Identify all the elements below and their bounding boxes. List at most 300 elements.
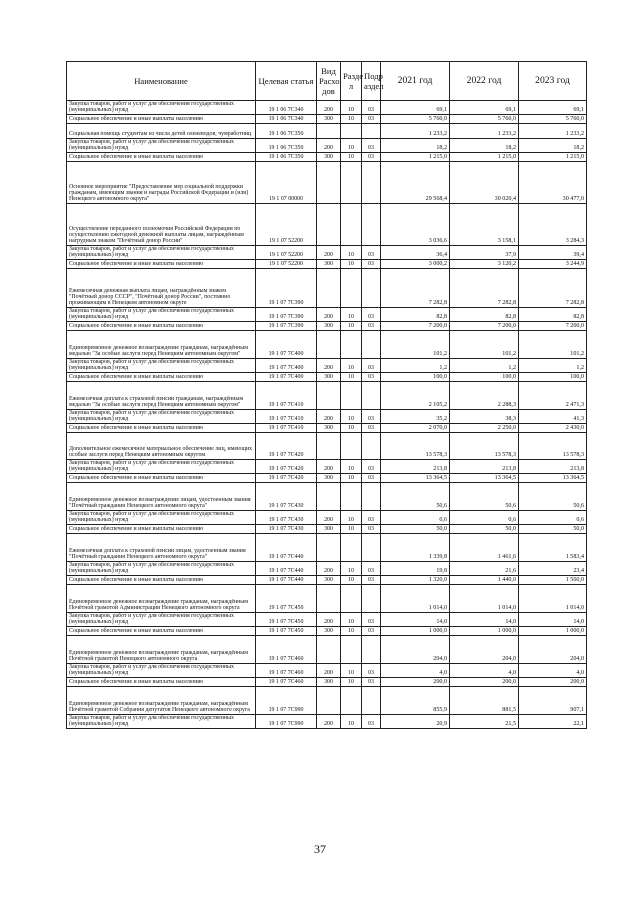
cell-expense-type [317, 268, 341, 307]
cell-name: Социальное обеспечение и иные выплаты населению [67, 114, 256, 123]
cell-2022: 2 250,0 [450, 423, 519, 432]
cell-subsection: 03 [362, 524, 381, 533]
cell-name: Закупка товаров, работ и услуг для обеспечения государственных (муниципальных) нужд [67, 307, 256, 321]
cell-2021: 1 320,0 [381, 575, 450, 584]
cell-subsection [362, 584, 381, 612]
table-row [67, 561, 587, 575]
table-row [67, 635, 587, 663]
header-name: Наименование [67, 62, 256, 101]
cell-name: Закупка товаров, работ и услуг для обеспечения государственных (муниципальных) нужд [67, 663, 256, 677]
cell-section [341, 432, 362, 459]
cell-name: Закупка товаров, работ и услуг для обеспечения государственных (муниципальных) нужд [67, 245, 256, 259]
cell-section: 10 [341, 101, 362, 115]
cell-target-article: 19 1 07 7С460 [256, 635, 317, 663]
table-row [67, 203, 587, 245]
cell-section: 10 [341, 524, 362, 533]
cell-2022: 18,2 [450, 138, 519, 152]
cell-2023: 13 364,5 [519, 473, 587, 482]
cell-name: Закупка товаров, работ и услуг для обеспечения государственных (муниципальных) нужд [67, 714, 256, 728]
cell-subsection [362, 330, 381, 358]
cell-subsection: 03 [362, 372, 381, 381]
cell-2022: 881,5 [450, 686, 519, 714]
cell-2022: 13 364,5 [450, 473, 519, 482]
cell-2021: 18,2 [381, 138, 450, 152]
cell-2022: 100,0 [450, 372, 519, 381]
cell-name: Закупка товаров, работ и услуг для обеспечения государственных (муниципальных) нужд [67, 358, 256, 372]
cell-subsection: 03 [362, 626, 381, 635]
cell-target-article: 19 1 07 7С440 [256, 561, 317, 575]
cell-section [341, 533, 362, 561]
cell-name: Единовременное денежное вознаграждение гражданам, награждённым медалью "За особые заслуги перед Ненецким автономным округом" [67, 330, 256, 358]
cell-target-article: 19 1 07 7С410 [256, 381, 317, 409]
cell-section [341, 330, 362, 358]
cell-2021: 13 364,5 [381, 473, 450, 482]
cell-2023: 1,2 [519, 358, 587, 372]
table-row [67, 372, 587, 381]
cell-section [341, 123, 362, 138]
table-row [67, 409, 587, 423]
cell-name: Дополнительное ежемесячное материальное обеспечение лиц, имеющих особые заслуги перед Ненецким автономным округом [67, 432, 256, 459]
cell-2022: 213,8 [450, 459, 519, 473]
cell-2023: 23,4 [519, 561, 587, 575]
cell-2023: 50,0 [519, 524, 587, 533]
table-row [67, 161, 587, 203]
cell-target-article: 19 1 06 7С340 [256, 114, 317, 123]
cell-2023: 1 014,0 [519, 584, 587, 612]
cell-section: 10 [341, 459, 362, 473]
cell-target-article: 19 1 06 7С350 [256, 138, 317, 152]
cell-name: Закупка товаров, работ и услуг для обеспечения государственных (муниципальных) нужд [67, 101, 256, 115]
table-row [67, 138, 587, 152]
cell-2022: 4,0 [450, 663, 519, 677]
table-row [67, 358, 587, 372]
header-section: Разде л [341, 62, 362, 101]
cell-2023: 3 244,9 [519, 259, 587, 268]
table-row [67, 612, 587, 626]
cell-name: Закупка товаров, работ и услуг для обеспечения государственных (муниципальных) нужд [67, 612, 256, 626]
table-header-row [67, 62, 587, 101]
cell-section: 10 [341, 152, 362, 161]
cell-2021: 3 036,6 [381, 203, 450, 245]
cell-section: 10 [341, 473, 362, 482]
cell-subsection [362, 203, 381, 245]
cell-2022: 1 000,0 [450, 626, 519, 635]
cell-2023: 2 430,0 [519, 423, 587, 432]
cell-subsection: 03 [362, 510, 381, 524]
cell-2023: 101,2 [519, 330, 587, 358]
cell-expense-type: 200 [317, 358, 341, 372]
cell-subsection [362, 686, 381, 714]
table-row [67, 575, 587, 584]
cell-2021: 1,2 [381, 358, 450, 372]
cell-section: 10 [341, 409, 362, 423]
cell-2021: 213,8 [381, 459, 450, 473]
cell-section: 10 [341, 307, 362, 321]
cell-2022: 37,9 [450, 245, 519, 259]
cell-subsection: 03 [362, 114, 381, 123]
cell-2022: 21,6 [450, 561, 519, 575]
cell-2021: 69,1 [381, 101, 450, 115]
header-year-2021: 2021 год [381, 62, 450, 101]
cell-expense-type: 200 [317, 612, 341, 626]
cell-2023: 14,0 [519, 612, 587, 626]
table-row [67, 524, 587, 533]
cell-2023: 3 284,3 [519, 203, 587, 245]
cell-name: Единовременное денежное вознаграждение гражданам, награждённым Почётной грамотой Собрания депутатов Ненецкого автономного округа [67, 686, 256, 714]
cell-name: Социальное обеспечение и иные выплаты населению [67, 372, 256, 381]
table-row [67, 533, 587, 561]
cell-2023: 204,0 [519, 635, 587, 663]
cell-2021: 0,6 [381, 510, 450, 524]
cell-name: Единовременное денежное вознаграждение гражданам, награждённым Почётной грамотой Ненецкого автономного округа [67, 635, 256, 663]
table-row [67, 482, 587, 510]
cell-section: 10 [341, 114, 362, 123]
cell-expense-type: 200 [317, 459, 341, 473]
cell-name: Ежемесячная доплата к страховой пенсии лицам, удостоенным звания "Почётный гражданин Ненецкого автономного округа" [67, 533, 256, 561]
cell-name: Социальное обеспечение и иные выплаты населению [67, 575, 256, 584]
cell-2021: 855,9 [381, 686, 450, 714]
cell-subsection [362, 635, 381, 663]
header-subsection: Подр аздел [362, 62, 381, 101]
cell-2021: 100,0 [381, 372, 450, 381]
cell-expense-type: 200 [317, 409, 341, 423]
cell-section [341, 635, 362, 663]
header-expense-type: Вид Расхо дов [317, 62, 341, 101]
cell-target-article: 19 1 07 52200 [256, 203, 317, 245]
cell-target-article: 19 1 07 7С420 [256, 473, 317, 482]
cell-2022: 1 440,0 [450, 575, 519, 584]
cell-subsection [362, 381, 381, 409]
cell-name: Социальное обеспечение и иные выплаты населению [67, 321, 256, 330]
cell-expense-type: 200 [317, 561, 341, 575]
cell-2021: 82,8 [381, 307, 450, 321]
cell-expense-type: 200 [317, 101, 341, 115]
cell-subsection [362, 432, 381, 459]
cell-subsection: 03 [362, 321, 381, 330]
cell-section: 10 [341, 575, 362, 584]
cell-2023: 7 200,0 [519, 321, 587, 330]
budget-table [66, 61, 587, 729]
cell-section: 10 [341, 612, 362, 626]
cell-expense-type: 300 [317, 259, 341, 268]
cell-target-article: 19 1 07 7С990 [256, 686, 317, 714]
cell-subsection: 03 [362, 152, 381, 161]
cell-target-article: 19 1 07 52200 [256, 245, 317, 259]
cell-2021: 1 000,0 [381, 626, 450, 635]
table-row [67, 473, 587, 482]
cell-section: 10 [341, 561, 362, 575]
cell-2021: 13 578,3 [381, 432, 450, 459]
table-row [67, 584, 587, 612]
budget-table-sheet [66, 61, 586, 729]
table-row [67, 663, 587, 677]
cell-2022: 82,8 [450, 307, 519, 321]
cell-subsection [362, 123, 381, 138]
table-row [67, 152, 587, 161]
cell-2022: 3 120,2 [450, 259, 519, 268]
cell-2023: 1 233,2 [519, 123, 587, 138]
cell-section [341, 161, 362, 203]
cell-expense-type: 300 [317, 626, 341, 635]
cell-subsection [362, 482, 381, 510]
cell-name: Социальное обеспечение и иные выплаты населению [67, 524, 256, 533]
cell-subsection: 03 [362, 575, 381, 584]
cell-2021: 7 282,8 [381, 268, 450, 307]
cell-expense-type: 300 [317, 677, 341, 686]
table-row [67, 432, 587, 459]
cell-2023: 5 760,0 [519, 114, 587, 123]
cell-expense-type: 300 [317, 321, 341, 330]
cell-target-article: 19 1 06 7С350 [256, 152, 317, 161]
cell-2022: 7 282,8 [450, 268, 519, 307]
cell-name: Социальное обеспечение и иные выплаты населению [67, 626, 256, 635]
cell-2023: 39,4 [519, 245, 587, 259]
cell-2021: 1 233,2 [381, 123, 450, 138]
cell-expense-type: 300 [317, 152, 341, 161]
cell-section [341, 381, 362, 409]
cell-section: 10 [341, 677, 362, 686]
table-row [67, 677, 587, 686]
cell-2023: 0,6 [519, 510, 587, 524]
cell-2022: 50,6 [450, 482, 519, 510]
cell-2023: 13 578,3 [519, 432, 587, 459]
cell-expense-type: 300 [317, 575, 341, 584]
cell-2022: 14,0 [450, 612, 519, 626]
cell-2023: 1 560,0 [519, 575, 587, 584]
cell-section: 10 [341, 259, 362, 268]
cell-target-article: 19 1 07 7С450 [256, 626, 317, 635]
cell-2021: 36,4 [381, 245, 450, 259]
cell-2022: 2 288,3 [450, 381, 519, 409]
cell-2023: 69,1 [519, 101, 587, 115]
table-row [67, 114, 587, 123]
cell-section: 10 [341, 138, 362, 152]
cell-target-article: 19 1 07 7С410 [256, 409, 317, 423]
cell-section [341, 584, 362, 612]
cell-name: Закупка товаров, работ и услуг для обеспечения государственных (муниципальных) нужд [67, 138, 256, 152]
cell-target-article: 19 1 07 7С430 [256, 510, 317, 524]
cell-name: Основное мероприятие "Предоставление мер социальной поддержки гражданам, имеющим звания и награды Российской Федерации и (или) Ненецкого автономного округа" [67, 161, 256, 203]
cell-name: Единовременное денежное вознаграждение лицам, удостоенным звания "Почётный гражданин Ненецкого автономного округа" [67, 482, 256, 510]
cell-subsection: 03 [362, 409, 381, 423]
cell-2021: 2 105,2 [381, 381, 450, 409]
cell-name: Закупка товаров, работ и услуг для обеспечения государственных (муниципальных) нужд [67, 510, 256, 524]
cell-2022: 50,0 [450, 524, 519, 533]
cell-name: Закупка товаров, работ и услуг для обеспечения государственных (муниципальных) нужд [67, 409, 256, 423]
cell-2021: 1 215,0 [381, 152, 450, 161]
cell-target-article: 19 1 07 7С400 [256, 372, 317, 381]
cell-2022: 200,0 [450, 677, 519, 686]
table-row [67, 123, 587, 138]
cell-subsection [362, 268, 381, 307]
cell-target-article: 19 1 07 7С990 [256, 714, 317, 728]
cell-2023: 82,8 [519, 307, 587, 321]
cell-2023: 100,0 [519, 372, 587, 381]
table-row [67, 459, 587, 473]
cell-name: Осуществление переданного полномочия Российской Федерации по осуществлению ежегодной денежной выплаты лицам, награждённым нагрудным знаком "Почётный донор России" [67, 203, 256, 245]
cell-2022: 1 233,2 [450, 123, 519, 138]
cell-expense-type: 300 [317, 524, 341, 533]
cell-target-article: 19 1 07 7С450 [256, 584, 317, 612]
cell-name: Ежемесячная денежная выплата лицам, награждённым знаком "Почётный донор СССР", "Почётный донор России", постоянно проживающим в Ненецком автономном округе [67, 268, 256, 307]
cell-2023: 30 477,0 [519, 161, 587, 203]
cell-subsection: 03 [362, 459, 381, 473]
cell-target-article: 19 1 07 7С430 [256, 482, 317, 510]
cell-expense-type [317, 686, 341, 714]
cell-subsection: 03 [362, 101, 381, 115]
table-row [67, 268, 587, 307]
cell-name: Закупка товаров, работ и услуг для обеспечения государственных (муниципальных) нужд [67, 561, 256, 575]
cell-2021: 35,2 [381, 409, 450, 423]
cell-expense-type: 200 [317, 714, 341, 728]
cell-2023: 22,1 [519, 714, 587, 728]
cell-expense-type: 200 [317, 663, 341, 677]
table-row [67, 321, 587, 330]
cell-name: Социальное обеспечение и иные выплаты населению [67, 423, 256, 432]
cell-2022: 21,5 [450, 714, 519, 728]
cell-2022: 101,2 [450, 330, 519, 358]
cell-2023: 907,1 [519, 686, 587, 714]
cell-subsection: 03 [362, 612, 381, 626]
table-row [67, 686, 587, 714]
cell-2021: 1 014,0 [381, 584, 450, 612]
cell-subsection: 03 [362, 677, 381, 686]
cell-2022: 204,0 [450, 635, 519, 663]
cell-target-article: 19 1 07 7С420 [256, 459, 317, 473]
cell-subsection: 03 [362, 473, 381, 482]
cell-2021: 14,0 [381, 612, 450, 626]
cell-expense-type: 300 [317, 473, 341, 482]
cell-expense-type: 200 [317, 138, 341, 152]
cell-subsection: 03 [362, 423, 381, 432]
cell-name: Закупка товаров, работ и услуг для обеспечения государственных (муниципальных) нужд [67, 459, 256, 473]
table-row [67, 423, 587, 432]
cell-subsection [362, 161, 381, 203]
table-row [67, 101, 587, 115]
cell-2021: 20,9 [381, 714, 450, 728]
cell-expense-type: 300 [317, 114, 341, 123]
cell-expense-type: 300 [317, 423, 341, 432]
cell-expense-type [317, 123, 341, 138]
cell-target-article: 19 1 07 7С460 [256, 677, 317, 686]
table-row [67, 307, 587, 321]
cell-subsection: 03 [362, 307, 381, 321]
cell-section [341, 686, 362, 714]
cell-expense-type [317, 330, 341, 358]
cell-name: Социальное обеспечение и иные выплаты населению [67, 259, 256, 268]
cell-target-article: 19 1 07 7С400 [256, 358, 317, 372]
cell-2022: 38,3 [450, 409, 519, 423]
cell-expense-type [317, 161, 341, 203]
cell-2021: 4,0 [381, 663, 450, 677]
cell-subsection: 03 [362, 259, 381, 268]
cell-2022: 5 760,0 [450, 114, 519, 123]
cell-2023: 2 471,3 [519, 381, 587, 409]
cell-target-article: 19 1 07 7С440 [256, 533, 317, 561]
header-year-2022: 2022 год [450, 62, 519, 101]
cell-section: 10 [341, 358, 362, 372]
cell-2022: 1,2 [450, 358, 519, 372]
table-row [67, 510, 587, 524]
table-row [67, 381, 587, 409]
cell-section [341, 482, 362, 510]
cell-target-article: 19 1 07 7С460 [256, 663, 317, 677]
cell-2021: 3 000,2 [381, 259, 450, 268]
cell-subsection [362, 533, 381, 561]
cell-section: 10 [341, 714, 362, 728]
cell-2023: 1 583,4 [519, 533, 587, 561]
cell-2021: 1 339,8 [381, 533, 450, 561]
cell-expense-type [317, 635, 341, 663]
cell-2021: 101,2 [381, 330, 450, 358]
cell-name: Единовременное денежное вознаграждение гражданам, награждённым Почётной грамотой Администрации Ненецкого автономного округа [67, 584, 256, 612]
cell-expense-type: 200 [317, 307, 341, 321]
cell-expense-type: 300 [317, 372, 341, 381]
cell-target-article: 19 1 07 7С390 [256, 268, 317, 307]
cell-target-article: 19 1 07 7С430 [256, 524, 317, 533]
cell-2023: 4,0 [519, 663, 587, 677]
cell-2021: 200,0 [381, 677, 450, 686]
cell-target-article: 19 1 07 7С420 [256, 432, 317, 459]
cell-2022: 1 215,0 [450, 152, 519, 161]
cell-2021: 7 200,0 [381, 321, 450, 330]
cell-section: 10 [341, 663, 362, 677]
cell-2023: 200,0 [519, 677, 587, 686]
cell-2021: 19,8 [381, 561, 450, 575]
table-row [67, 245, 587, 259]
header-year-2023: 2023 год [519, 62, 587, 101]
cell-name: Социальное обеспечение и иные выплаты населению [67, 473, 256, 482]
cell-2021: 50,6 [381, 482, 450, 510]
cell-name: Ежемесячная доплата к страховой пенсии гражданам, награждённым медалью "За особые заслуги перед Ненецким автономным округом" [67, 381, 256, 409]
cell-2021: 29 568,4 [381, 161, 450, 203]
cell-2022: 69,1 [450, 101, 519, 115]
cell-2023: 18,2 [519, 138, 587, 152]
cell-expense-type: 200 [317, 510, 341, 524]
header-target-article: Целевая статья [256, 62, 317, 101]
cell-expense-type [317, 482, 341, 510]
cell-2022: 3 158,1 [450, 203, 519, 245]
cell-section: 10 [341, 245, 362, 259]
cell-name: Социальное обеспечение и иные выплаты населению [67, 677, 256, 686]
cell-2021: 50,0 [381, 524, 450, 533]
cell-2021: 5 760,0 [381, 114, 450, 123]
cell-target-article: 19 1 06 7С340 [256, 101, 317, 115]
cell-2021: 204,0 [381, 635, 450, 663]
cell-2021: 2 070,0 [381, 423, 450, 432]
cell-section [341, 268, 362, 307]
cell-expense-type [317, 584, 341, 612]
cell-subsection: 03 [362, 358, 381, 372]
cell-expense-type: 200 [317, 245, 341, 259]
table-row [67, 714, 587, 728]
table-row [67, 626, 587, 635]
cell-target-article: 19 1 07 7С390 [256, 321, 317, 330]
cell-expense-type [317, 381, 341, 409]
cell-subsection: 03 [362, 138, 381, 152]
cell-expense-type [317, 432, 341, 459]
cell-2022: 30 020,4 [450, 161, 519, 203]
cell-target-article: 19 1 06 7С350 [256, 123, 317, 138]
cell-2022: 0,6 [450, 510, 519, 524]
cell-2022: 1 461,6 [450, 533, 519, 561]
cell-name: Социальное обеспечение и иные выплаты населению [67, 152, 256, 161]
table-row [67, 259, 587, 268]
cell-expense-type [317, 533, 341, 561]
cell-section: 10 [341, 372, 362, 381]
cell-2023: 1 000,0 [519, 626, 587, 635]
cell-target-article: 19 1 07 00000 [256, 161, 317, 203]
